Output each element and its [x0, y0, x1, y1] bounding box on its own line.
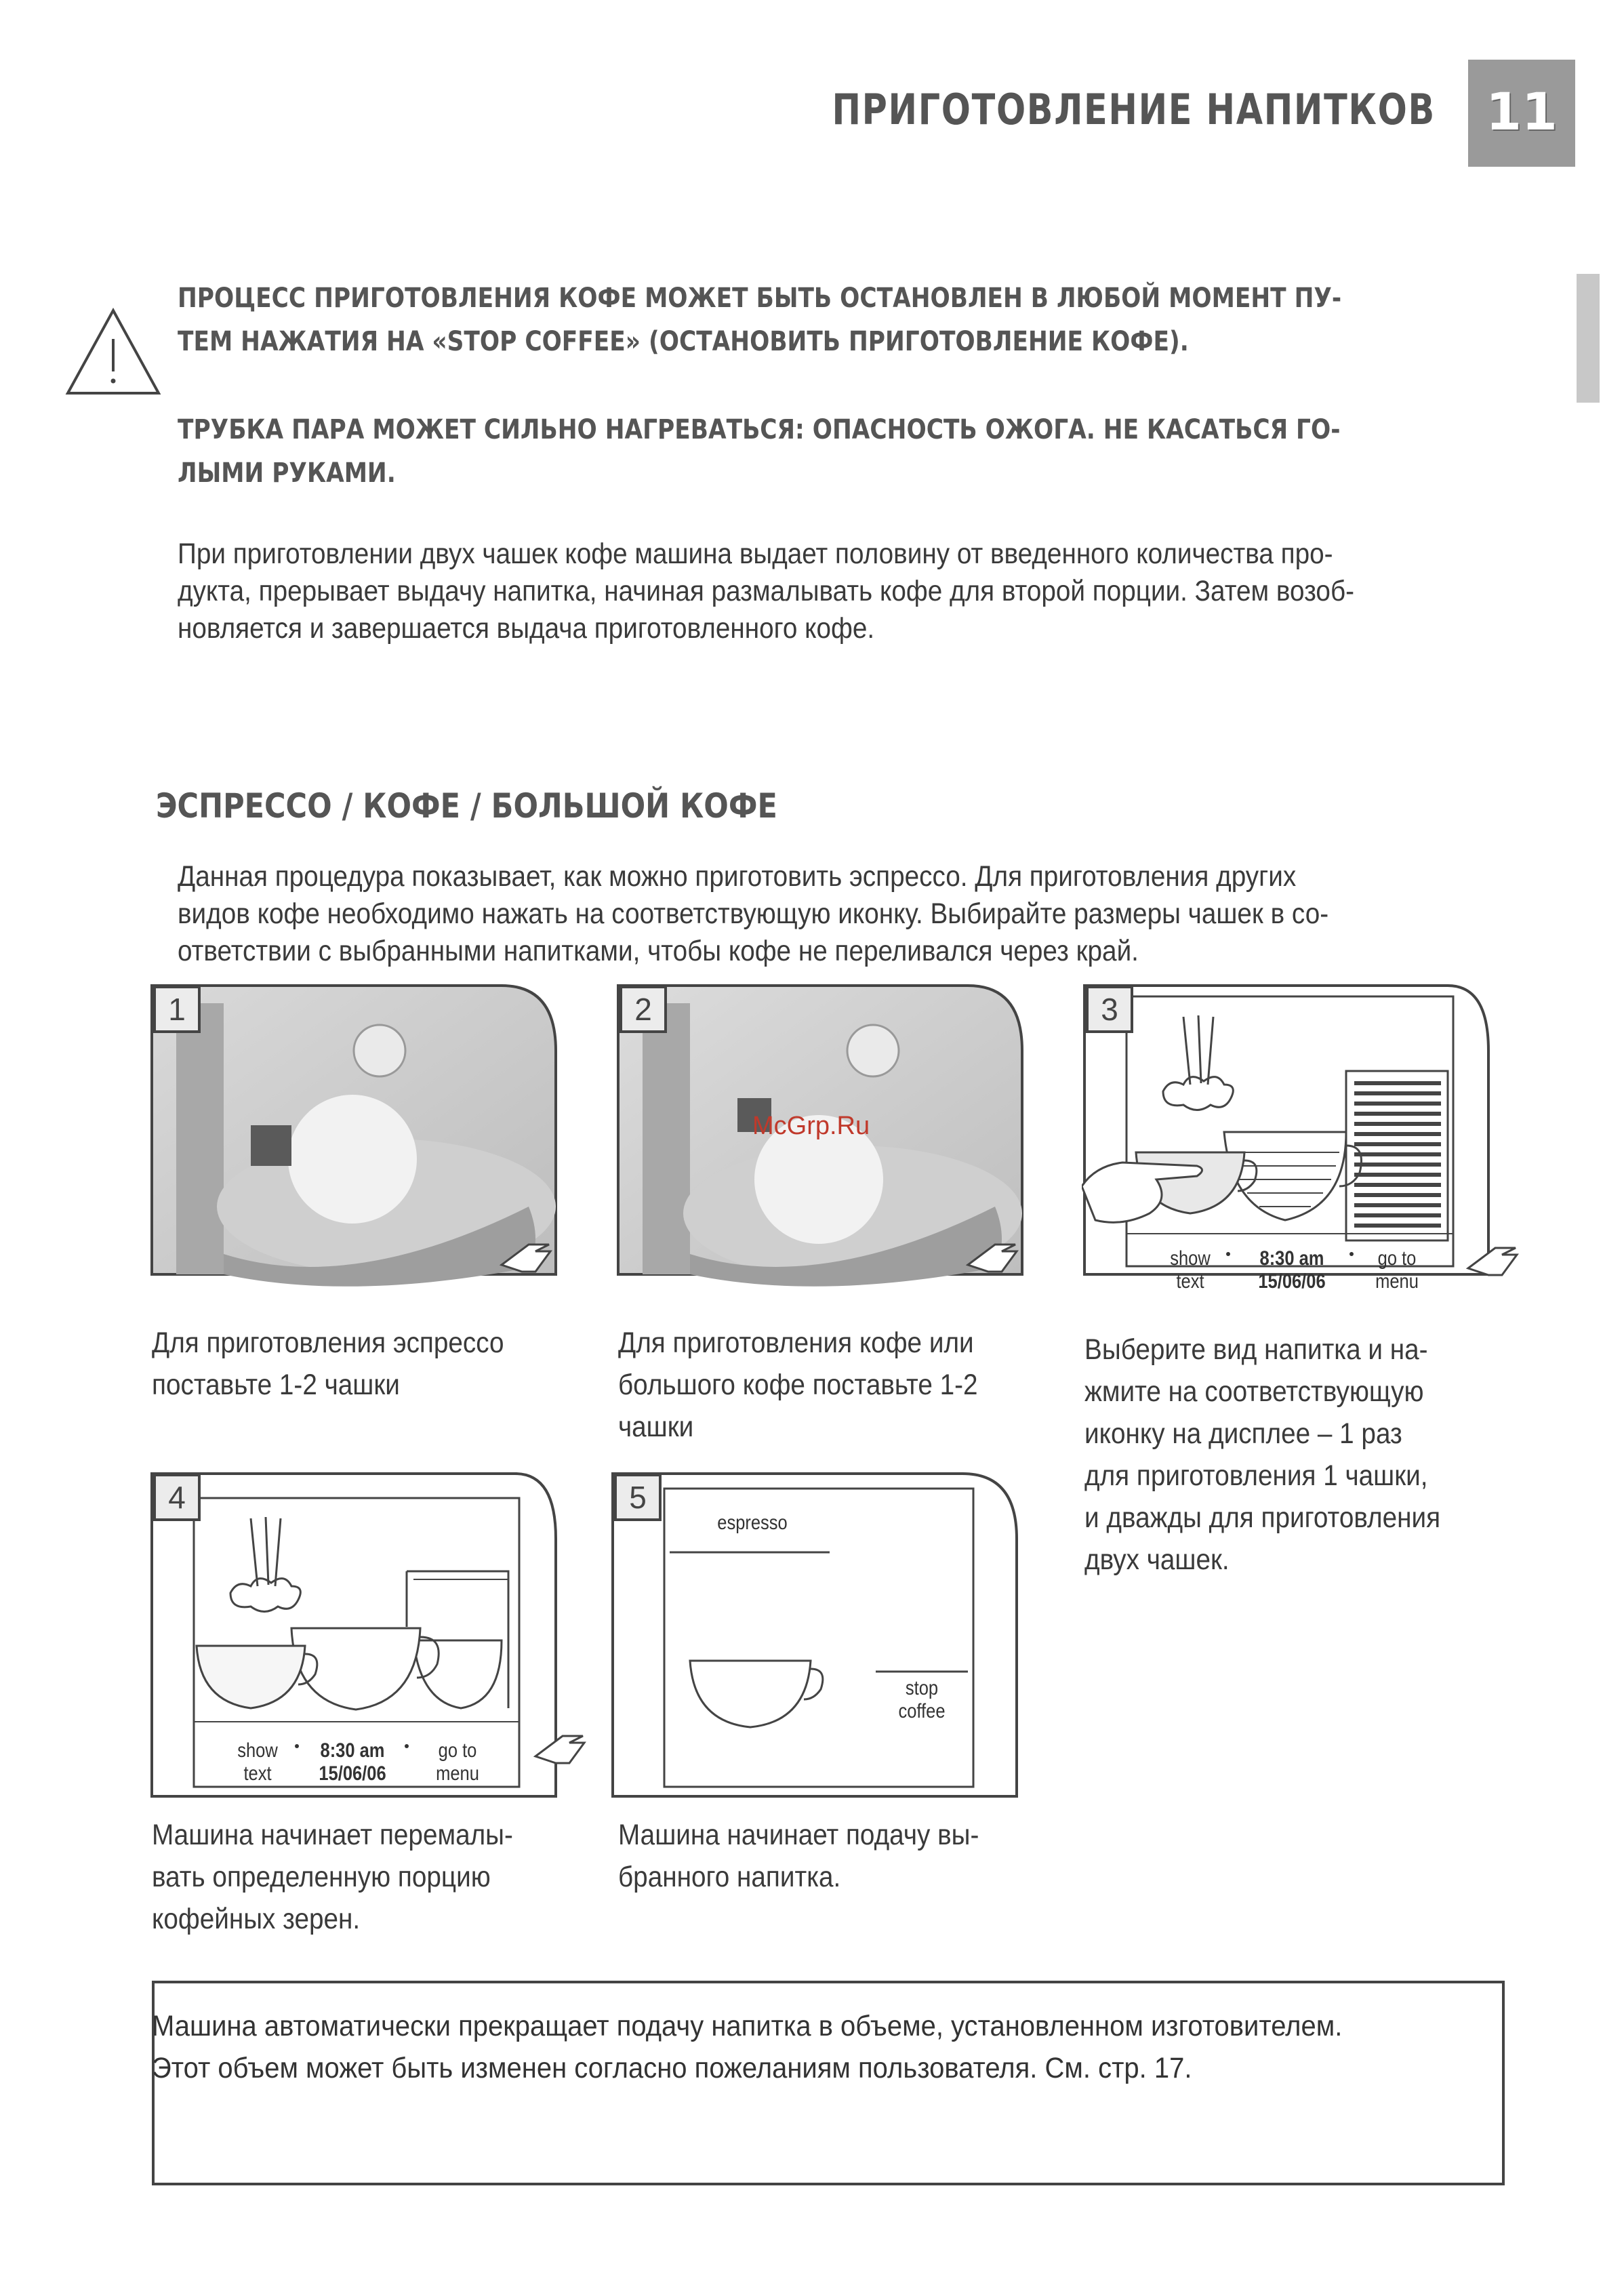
- step-3-number: 3: [1086, 986, 1133, 1033]
- display-clock: [1252, 1247, 1333, 1293]
- section-text-line-2: видов кофе необходимо нажать на соответствующую иконку. Выбирайте размеры чашек в со-: [178, 897, 1329, 930]
- watermark: McGrp.Ru: [752, 1112, 870, 1140]
- display-label-line: text: [1176, 1270, 1204, 1293]
- display-label-line: show: [237, 1739, 278, 1762]
- display-date: 15/06/06: [1258, 1270, 1326, 1293]
- intro-line-1: При приготовлении двух чашек кофе машина выдает половину от введенного количества про-: [178, 538, 1333, 570]
- display-drink-name: espresso: [717, 1512, 788, 1534]
- step-3-panel: [1082, 983, 1549, 1315]
- display-go-to-menu-label: [1360, 1247, 1435, 1293]
- section-text-line-3: ответствии с выбранными напитками, чтобы кофе не переливался через край.: [178, 935, 1139, 967]
- step-5-caption-line: бранного напитка.: [618, 1861, 841, 1893]
- intro-line-2: дукта, прерывает выдачу напитка, начиная размалывать кофе для второй порции. Затем возоб-: [178, 575, 1355, 607]
- display-label-line: show: [1170, 1247, 1211, 1270]
- step-3-caption-line: для приготовления 1 чашки,: [1084, 1459, 1428, 1492]
- step-1-number: 1: [153, 986, 201, 1033]
- display-label-line: stop: [905, 1677, 939, 1699]
- step-2-panel: [615, 983, 1063, 1315]
- warning-triangle-icon: [64, 306, 163, 397]
- step-1-caption-line: поставьте 1-2 чашки: [152, 1369, 400, 1401]
- page-number: 11: [1486, 81, 1558, 142]
- step-1-caption-line: Для приготовления эспрессо: [152, 1327, 504, 1359]
- display-stop-coffee-button[interactable]: [887, 1677, 956, 1723]
- display-label-line: go to: [438, 1739, 477, 1762]
- warning-stop-line-1: ПРОЦЕСС ПРИГОТОВЛЕНИЯ КОФЕ МОЖЕТ БЫТЬ ОСТАНОВЛЕН В ЛЮБОЙ МОМЕНТ ПУ-: [178, 283, 1342, 314]
- step-2-caption-line: Для приготовления кофе или: [618, 1327, 974, 1359]
- step-1-panel: [149, 983, 596, 1315]
- note-line-2: Этот объем может быть изменен согласно пожеланиям пользователя. См. стр. 17.: [152, 2052, 1192, 2084]
- note-text: [152, 2005, 1342, 2089]
- display-date: 15/06/06: [319, 1762, 386, 1785]
- step-3-caption-line: жмите на соответствующую: [1084, 1375, 1424, 1408]
- step-2-machine-illustration: [615, 983, 1063, 1315]
- step-4-caption-line: вать определенную порцию: [152, 1861, 491, 1893]
- step-5-number: 5: [614, 1474, 662, 1521]
- display-time: 8:30 am: [320, 1739, 385, 1762]
- page-title: ПРИГОТОВЛЕНИЕ НАПИТКОВ: [832, 85, 1436, 134]
- section-text-line-1: Данная процедура показывает, как можно приготовить эспрессо. Для приготовления других: [178, 860, 1297, 893]
- display-clock: [312, 1739, 393, 1785]
- warning-steam-line-1: ТРУБКА ПАРА МОЖЕТ СИЛЬНО НАГРЕВАТЬСЯ: ОПАСНОСТЬ ОЖОГА. НЕ КАСАТЬСЯ ГО-: [178, 414, 1341, 445]
- step-2-number: 2: [620, 986, 667, 1033]
- display-label-line: menu: [1375, 1270, 1419, 1293]
- intro-line-3: новляется и завершается выдача приготовленного кофе.: [178, 612, 875, 645]
- step-4-caption: [152, 1814, 513, 1940]
- step-3-caption-line: Выберите вид напитка и на-: [1084, 1333, 1428, 1366]
- display-show-text-label: [1156, 1247, 1225, 1293]
- warning-steam-line-2: ЛЫМИ РУКАМИ.: [178, 458, 396, 489]
- step-2-caption: [618, 1322, 978, 1448]
- display-go-to-menu-label: [420, 1739, 495, 1785]
- step-2-caption-line: большого кофе поставьте 1-2: [618, 1369, 978, 1401]
- step-3-caption-line: и дважды для приготовления: [1084, 1501, 1441, 1534]
- display-label-line: go to: [1377, 1247, 1417, 1270]
- step-5-caption-line: Машина начинает подачу вы-: [618, 1819, 979, 1851]
- display-label-line: menu: [436, 1762, 479, 1785]
- step-5-display-illustration: [610, 1471, 1030, 1810]
- step-5-panel: [610, 1471, 1030, 1810]
- step-1-machine-illustration: [149, 983, 596, 1315]
- step-4-number: 4: [153, 1474, 201, 1521]
- step-4-caption-line: Машина начинает перемалы-: [152, 1819, 513, 1851]
- step-5-caption: [618, 1814, 979, 1898]
- page-number-badge: [1468, 60, 1575, 167]
- warning-stop-line-2: ТЕМ НАЖАТИЯ НА «STOP COFFEE» (ОСТАНОВИТЬ ПРИГОТОВЛЕНИЕ КОФЕ).: [178, 326, 1189, 357]
- display-label-line: text: [243, 1762, 272, 1785]
- display-label-line: coffee: [898, 1700, 946, 1722]
- step-1-caption: [152, 1322, 504, 1406]
- step-3-caption: [1084, 1329, 1440, 1581]
- step-2-caption-line: чашки: [618, 1411, 694, 1443]
- section-title: ЭСПРЕССО / КОФЕ / БОЛЬШОЙ КОФЕ: [156, 786, 777, 826]
- step-3-caption-line: двух чашек.: [1084, 1543, 1230, 1576]
- edge-tab-marker: [1577, 274, 1600, 403]
- display-show-text-label: [223, 1739, 292, 1785]
- display-time: 8:30 am: [1259, 1247, 1324, 1270]
- step-3-caption-line: иконку на дисплее – 1 раз: [1084, 1417, 1402, 1450]
- note-line-1: Машина автоматически прекращает подачу напитка в объеме, установленном изготовителем.: [152, 2010, 1343, 2042]
- step-4-panel: [149, 1471, 610, 1810]
- step-4-caption-line: кофейных зерен.: [152, 1903, 361, 1935]
